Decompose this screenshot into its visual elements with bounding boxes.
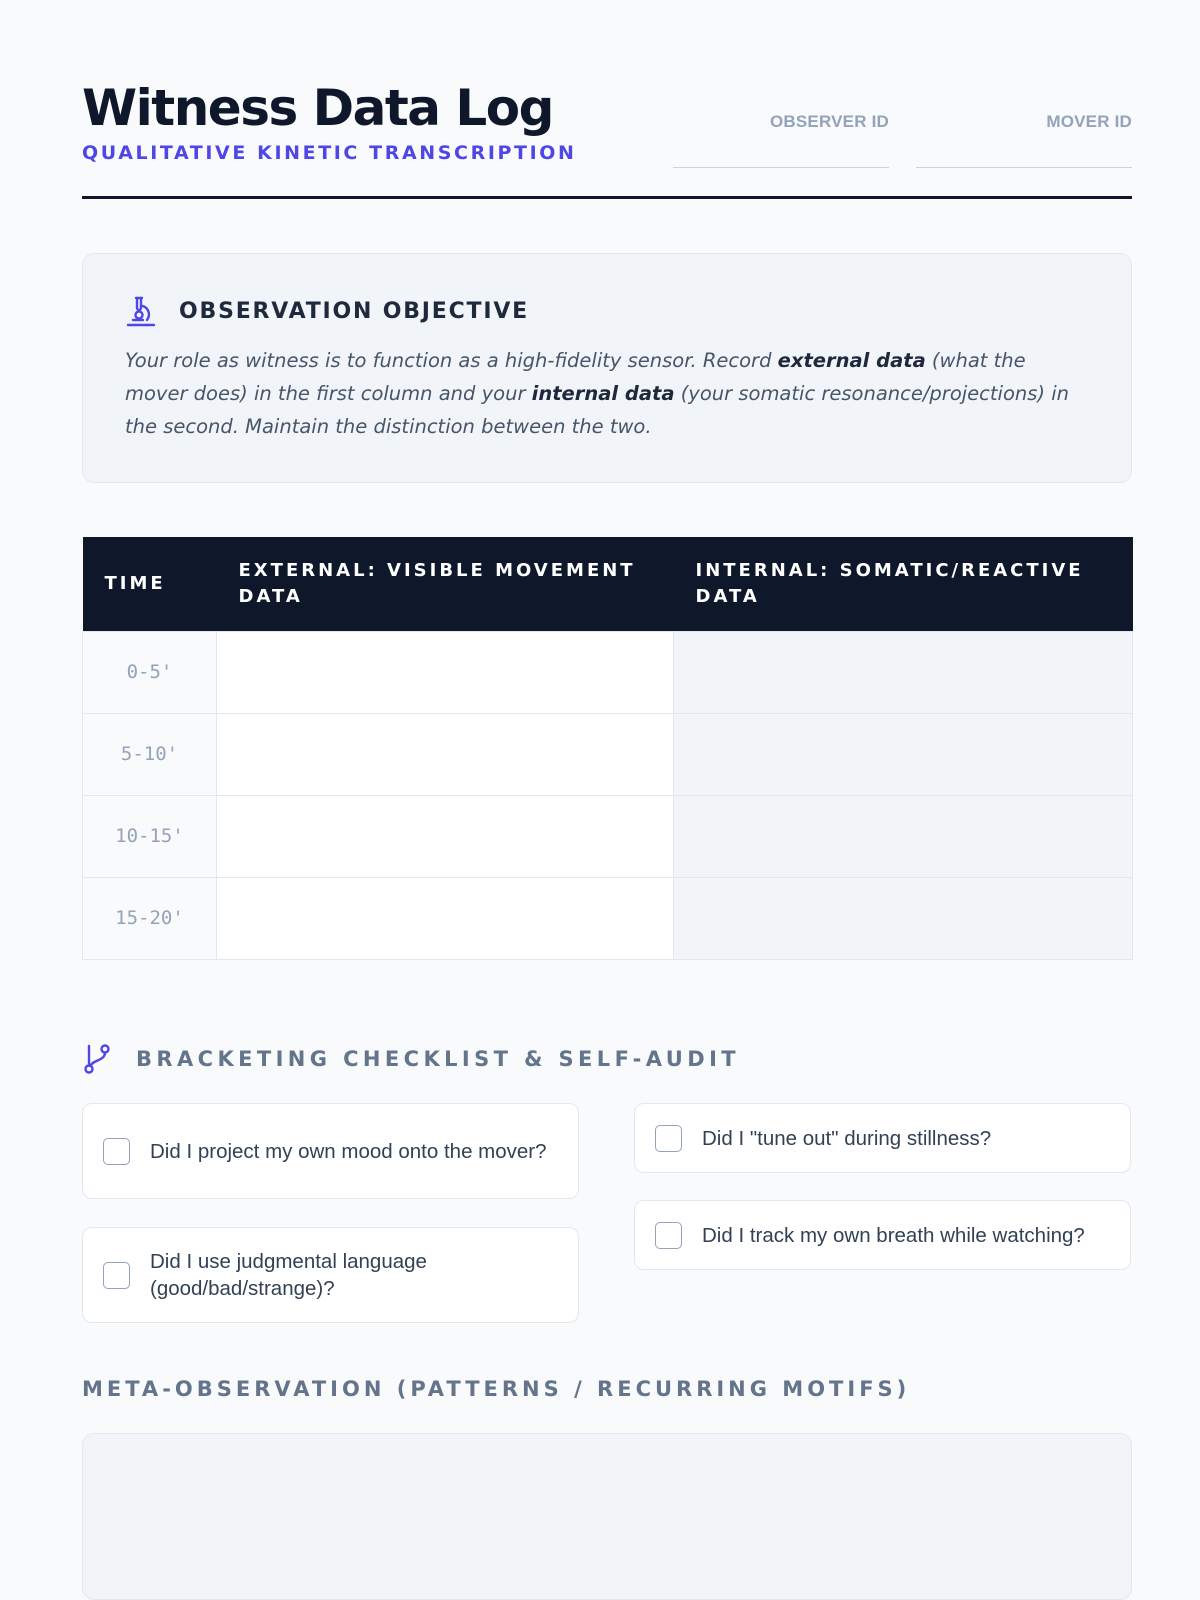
checklist-item-label: Did I project my own mood onto the mover? (150, 1139, 547, 1163)
checklist-item[interactable] (634, 1200, 1131, 1270)
page-title: Witness Data Log (82, 79, 553, 137)
checklist-heading (82, 1043, 740, 1075)
internal-data-cell[interactable] (674, 631, 1133, 713)
external-data-cell[interactable] (217, 713, 674, 795)
column-header-time: TIME (83, 537, 217, 631)
objective-text-part: Your role as witness is to function as a high-fidelity sensor. Record (125, 349, 778, 372)
page-subtitle: QUALITATIVE KINETIC TRANSCRIPTION (82, 142, 577, 164)
internal-data-cell[interactable] (674, 877, 1133, 959)
external-data-cell[interactable] (217, 631, 674, 713)
objective-emphasis: external data (777, 349, 926, 372)
table-row (83, 795, 1133, 877)
external-data-cell[interactable] (217, 795, 674, 877)
observation-table (82, 537, 1133, 960)
column-header-external: EXTERNAL: VISIBLE MOVEMENT DATA (217, 537, 674, 631)
objective-text-part: (what the mover does) in the first column and your (125, 349, 1026, 405)
checklist-item[interactable] (634, 1103, 1131, 1173)
time-cell: 10-15' (83, 795, 217, 877)
checklist-item-label: Did I use judgmental language (good/bad/strange)? (150, 1250, 427, 1300)
objective-text (125, 344, 1085, 443)
internal-data-cell[interactable] (674, 713, 1133, 795)
checklist-item[interactable] (82, 1227, 579, 1323)
objective-emphasis: internal data (531, 382, 675, 405)
checkbox[interactable] (103, 1262, 130, 1289)
objective-panel (82, 253, 1132, 483)
checkbox[interactable] (655, 1125, 682, 1152)
meta-observation-field[interactable] (82, 1433, 1132, 1600)
objective-text-part: (your somatic resonance/projections) in the second. Maintain the distinction between the two. (125, 382, 1069, 438)
table-header-row (83, 537, 1133, 631)
observer-id-field[interactable] (673, 108, 889, 168)
column-header-internal: INTERNAL: SOMATIC/REACTIVE DATA (674, 537, 1133, 631)
time-cell: 5-10' (83, 713, 217, 795)
meta-observation-title: META-OBSERVATION (PATTERNS / RECURRING MOTIFS) (82, 1377, 911, 1401)
header (82, 0, 1132, 199)
checkbox[interactable] (655, 1222, 682, 1249)
checklist-title: BRACKETING CHECKLIST & SELF-AUDIT (136, 1047, 741, 1071)
mover-id-field[interactable] (916, 108, 1132, 168)
mover-id-label: MOVER ID (1046, 112, 1132, 131)
worksheet-page (82, 0, 1132, 1401)
microscope-icon (125, 294, 157, 328)
checklist-item-label: Did I "tune out" during stillness? (702, 1126, 992, 1150)
internal-data-cell[interactable] (674, 795, 1133, 877)
checkbox[interactable] (103, 1138, 130, 1165)
external-data-cell[interactable] (217, 877, 674, 959)
table-row (83, 877, 1133, 959)
observer-id-label: OBSERVER ID (769, 112, 889, 131)
checklist-item-label: Did I track my own breath while watching? (702, 1223, 1085, 1247)
checklist-item[interactable] (82, 1103, 579, 1199)
table-row (83, 713, 1133, 795)
objective-heading (125, 294, 529, 328)
time-cell: 15-20' (83, 877, 217, 959)
objective-title: OBSERVATION OBJECTIVE (179, 298, 529, 324)
time-cell: 0-5' (83, 631, 217, 713)
branch-icon (82, 1043, 112, 1075)
table-row (83, 631, 1133, 713)
